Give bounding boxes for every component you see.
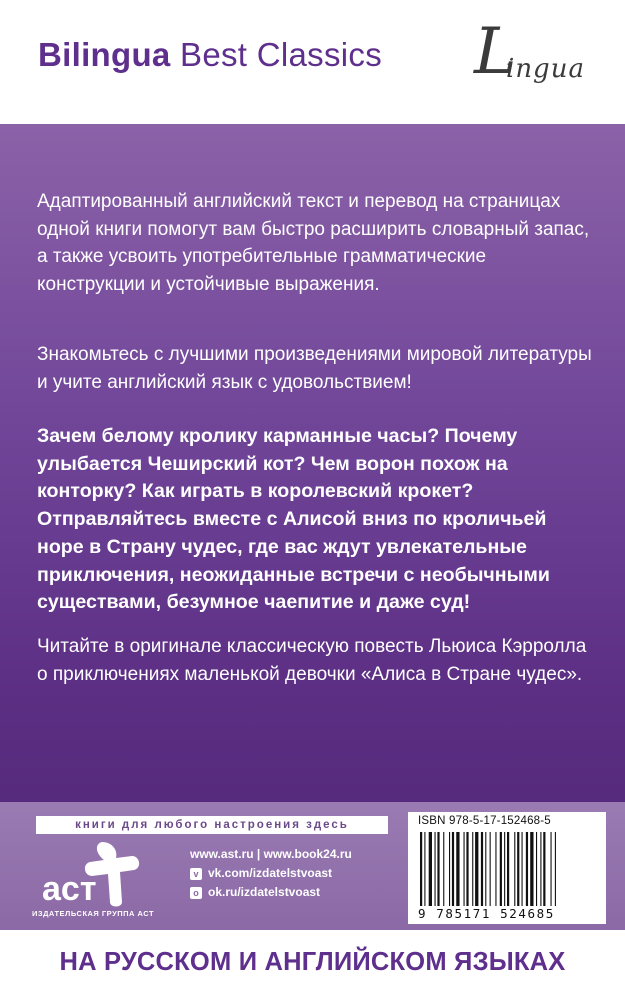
vk-link[interactable]: vk.com/izdatelstvoast [208, 866, 333, 880]
barcode-stripe [437, 832, 439, 906]
description-paragraph-1: Адаптированный английский текст и перевод на страницах одной книги помогут вам быстро расширить словарный запас, а также усвоить употребительные грамматические конструкции и устойчивые выражения. [37, 191, 590, 295]
barcode-stripe [551, 832, 552, 906]
publisher-tagline: книги для любого настроения здесь [36, 816, 388, 834]
barcode-stripe [464, 832, 465, 906]
barcode-stripe [449, 832, 450, 906]
description-paragraph-2: Знакомьтесь с лучшими произведениями мировой литературы и учите английский язык с удовольствием! [37, 344, 592, 393]
lingua-logo-mark: L [474, 15, 517, 89]
description-paragraph-4: Читайте в оригинале классическую повесть Льюиса Кэрролла о приключениях маленькой девочки «Алиса в Стране чудес». [37, 636, 587, 685]
barcode-stripe [475, 832, 478, 906]
barcode-stripe [466, 832, 468, 906]
barcode-number: 9 785171 524685 [418, 906, 555, 921]
series-title-bold: Bilingua [38, 36, 171, 73]
barcode-stripe [435, 832, 436, 906]
barcode-stripe [555, 832, 556, 906]
series-title-rest: Best Classics [170, 36, 382, 73]
barcode-stripe [536, 832, 537, 906]
barcode-stripe [485, 832, 486, 906]
ok-icon: o [190, 887, 202, 899]
barcode-stripe [507, 832, 509, 906]
barcode-stripe [495, 832, 496, 906]
barcode-stripe [522, 832, 523, 906]
ast-logo [40, 840, 160, 910]
barcode-stripe [514, 832, 515, 906]
barcode-stripe [481, 832, 483, 906]
series-title [38, 36, 382, 74]
barcode-stripe [540, 832, 541, 906]
barcode-stripe [530, 832, 533, 906]
vk-icon: v [190, 868, 202, 880]
lingua-logo: ingua [506, 54, 585, 84]
barcode-stripe [429, 832, 432, 906]
ast-caption: ИЗДАТЕЛЬСКАЯ ГРУППА АСТ [32, 909, 155, 918]
barcode-stripe [504, 832, 505, 906]
barcode-stripe [456, 832, 459, 906]
language-banner: НА РУССКОМ И АНГЛИЙСКОМ ЯЗЫКАХ [59, 948, 566, 976]
barcode-stripe [420, 832, 422, 906]
barcode-stripe [500, 832, 502, 906]
isbn-label: ISBN 978-5-17-152468-5 [418, 815, 551, 827]
sites-link[interactable]: www.ast.ru | www.book24.ru [190, 847, 352, 861]
svg-text:аст: аст [42, 870, 97, 908]
barcode-stripe [517, 832, 519, 906]
barcode-stripe [543, 832, 545, 906]
header [0, 0, 625, 120]
publisher-links [190, 845, 352, 902]
barcode-bars [418, 832, 596, 906]
barcode-stripe [472, 832, 473, 906]
barcode-stripe [443, 832, 444, 906]
barcode-stripe [452, 832, 454, 906]
description-paragraph-3: Зачем белому кролику карманные часы? Почему улыбается Чеширский кот? Чем ворон похож на конторку? Как играть в королевский крокет? Отправляйтесь вместе с Алисой вниз по кроличьей норе в Страну чудес, где вас ждут увлекательные приключения, неожиданные встречи с необычными существами, безумное чаепитие и даже суд! [37, 425, 550, 614]
barcode-stripe [490, 832, 491, 906]
ok-link[interactable]: ok.ru/izdatelstvoast [208, 885, 321, 899]
barcode-stripe [526, 832, 528, 906]
barcode-stripe [424, 832, 425, 906]
